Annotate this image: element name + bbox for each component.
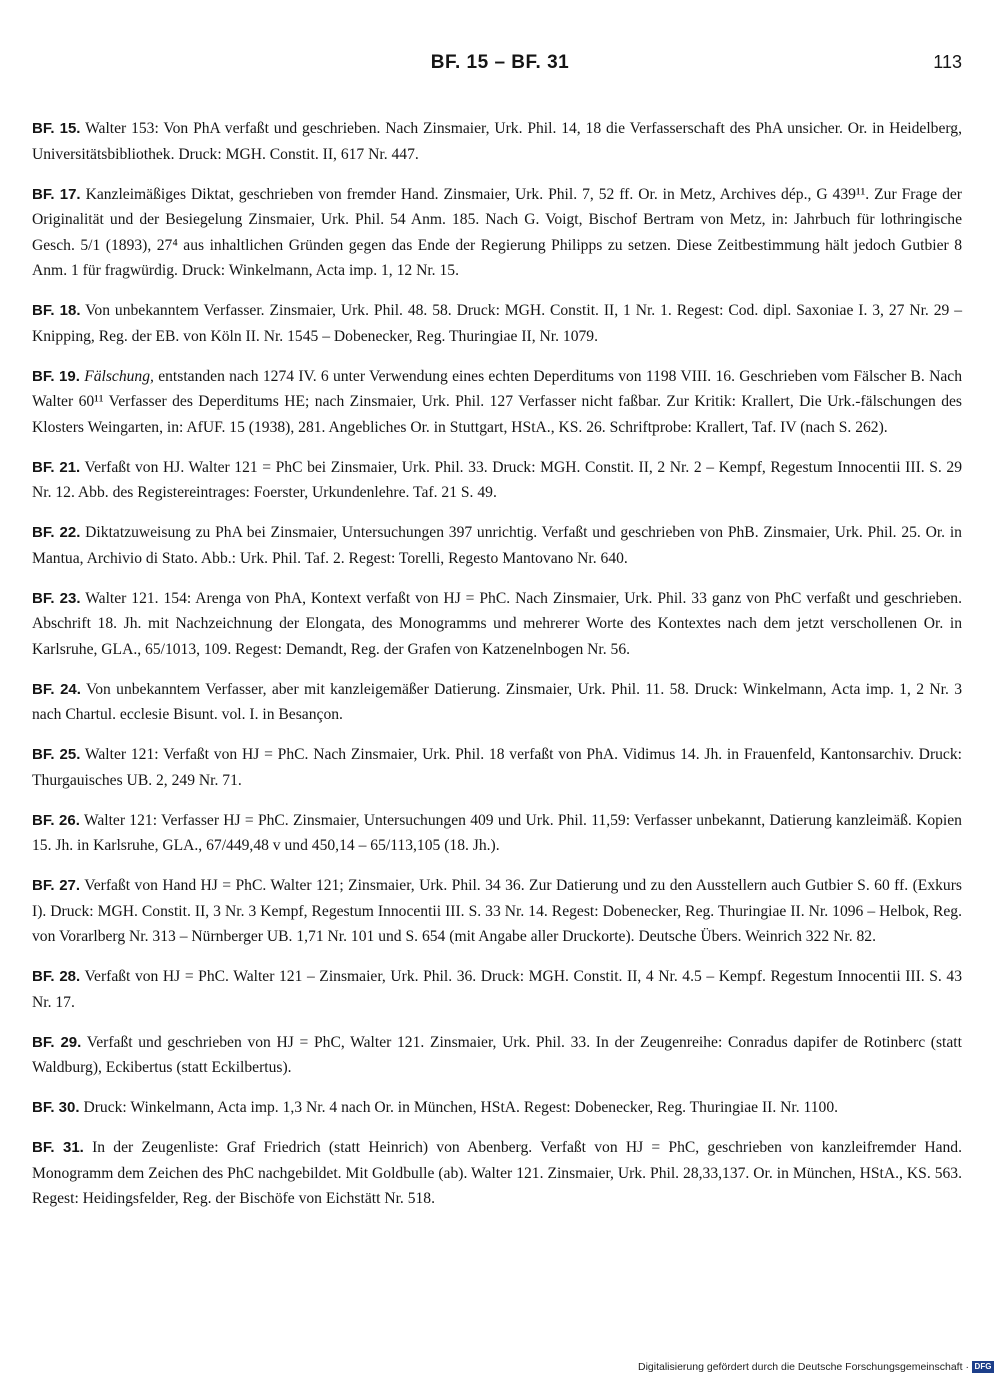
entry-id: BF. 18. bbox=[32, 302, 81, 319]
entry-id: BF. 27. bbox=[32, 877, 81, 894]
entry-id: BF. 30. bbox=[32, 1099, 80, 1116]
entry-id: BF. 15. bbox=[32, 120, 81, 137]
entry-id: BF. 29. bbox=[32, 1033, 82, 1051]
entry-text: In der Zeugenliste: Graf Friedrich (statt Heinrich) von Abenberg. Verfaßt von HJ = PhC, geschrieben von kanzleifremder Hand. Monogramm dem Zeichen des PhC nachgebildet. Mit Goldbulle (ab). Walter 121. Zinsmaier, Urk. Phil. 28,33,137. Or. in München, HStA., KS. 563. Regest: Heidingsfelder, Reg. der Bischöfe von Eichstätt Nr. 518. bbox=[32, 1139, 962, 1207]
entry-text: Verfaßt von Hand HJ = PhC. Walter 121; Zinsmaier, Urk. Phil. 34 36. Zur Datierung und zu den Ausstellern auch Gutbier S. 60 ff. (Exkurs I). Druck: MGH. Constit. II, 3 Nr. 3 Kempf, Regestum Innocentii III. S. 33 Nr. 14. Regest: Dobenecker, Reg. Thuringiae II. Nr. 1096 – Helbok, Reg. von Vorarlberg Nr. 313 – Nürnberger UB. 1,71 Nr. 101 und S. 654 (mit Angabe aller Druckorte). Deutsche Übers. Weinrich 322 Nr. 82. bbox=[32, 877, 962, 945]
entry-text: Verfaßt von HJ = PhC. Walter 121 – Zinsmaier, Urk. Phil. 36. Druck: MGH. Constit. II, 4 Nr. 4.5 – Kempf. Regestum Innocentii III. S. 43 Nr. 17. bbox=[32, 968, 962, 1011]
dfg-logo-icon: DFG bbox=[972, 1361, 994, 1373]
running-title: BF. 15 – BF. 31 bbox=[430, 52, 570, 73]
entry-bf-21 bbox=[32, 455, 962, 506]
entries-list bbox=[32, 116, 962, 1226]
entry-id: BF. 22. bbox=[32, 524, 81, 541]
entry-bf-23 bbox=[32, 586, 962, 663]
entry-bf-15 bbox=[32, 116, 962, 167]
footer-credit: Digitalisierung gefördert durch die Deutsche Forschungsgemeinschaft bbox=[637, 1361, 963, 1373]
entry-bf-18 bbox=[32, 298, 962, 349]
entry-bf-30 bbox=[32, 1095, 962, 1121]
entry-text: entstanden nach 1274 IV. 6 unter Verwendung eines echten Deperditums von 1198 VIII. 16. Geschrieben vom Fälscher B. Nach Walter 60¹¹ Verfasser des Deperditums HE; nach Zinsmaier, Urk. Phil. 127 Verfasser nicht faßbar. Zur Kritik: Krallert, Die Urk.-fälschungen des Klosters Weingarten, in: AfUF. 15 (1938), 281. Angebliches Or. in Stuttgart, HStA., KS. 26. Schriftprobe: Krallert, Taf. IV (nach S. 262). bbox=[32, 367, 962, 436]
entry-bf-22 bbox=[32, 520, 962, 571]
entry-id: BF. 31. bbox=[32, 1139, 84, 1156]
entry-text: Walter 121: Verfaßt von HJ = PhC. Nach Zinsmaier, Urk. Phil. 18 verfaßt von PhA. Vidimus 14. Jh. in Frauenfeld, Kantonsarchiv. Druck: Thurgauisches UB. 2, 249 Nr. 71. bbox=[32, 746, 962, 789]
entry-text: Druck: Winkelmann, Acta imp. 1,3 Nr. 4 nach Or. in München, HStA. Regest: Dobenecker, Reg. Thuringiae II. Nr. 1100. bbox=[83, 1099, 839, 1116]
entry-id: BF. 28. bbox=[32, 968, 81, 985]
entry-text: Walter 121: Verfasser HJ = PhC. Zinsmaier, Untersuchungen 409 und Urk. Phil. 11,59: Verfasser unbekannt, Datierung kanzleimäß. Kopien 15. Jh. in Karlsruhe, GLA., 67/449,48 v und 450,14 – 65/113,105 (18. Jh.). bbox=[32, 811, 962, 854]
entry-text: Von unbekanntem Verfasser, aber mit kanzleigemäßer Datierung. Zinsmaier, Urk. Phil. 11. 58. Druck: Winkelmann, Acta imp. 1, 2 Nr. 3 nach Chartul. ecclesie Bisunt. vol. I. in Besançon. bbox=[32, 680, 962, 723]
entry-text: Walter 153: Von PhA verfaßt und geschrieben. Nach Zinsmaier, Urk. Phil. 14, 18 die Verfasserschaft des PhA unsicher. Or. in Heidelberg, Universitätsbibliothek. Druck: MGH. Constit. II, 617 Nr. 447. bbox=[32, 120, 962, 163]
entry-id: BF. 26. bbox=[32, 811, 80, 829]
entry-text: Walter 121. 154: Arenga von PhA, Kontext verfaßt von HJ = PhC. Nach Zinsmaier, Urk. Phil. 33 ganz von PhC verfaßt und geschrieben. Abschrift 18. Jh. mit Nachzeichnung der Elongata, des Monogramms und mehrerer Worte des Kontextes nach dem jetzt verschollenen Or. in Karlsruhe, GLA., 65/1013, 109. Regest: Demandt, Reg. der Grafen von Katzenelnbogen Nr. 56. bbox=[32, 589, 962, 658]
entry-bf-29 bbox=[32, 1030, 962, 1081]
page-header bbox=[0, 52, 1000, 82]
entry-id: BF. 25. bbox=[32, 746, 81, 763]
entry-bf-26 bbox=[32, 808, 962, 859]
entry-emphasis: Fälschung, bbox=[84, 367, 154, 385]
page-number: 113 bbox=[933, 52, 962, 72]
entry-text: Verfaßt von HJ. Walter 121 = PhC bei Zinsmaier, Urk. Phil. 33. Druck: MGH. Constit. II, 2 Nr. 2 – Kempf, Regestum Innocentii III. S. 29 Nr. 12. Abb. des Registereintrages: Foerster, Urkundenlehre. Taf. 21 S. 49. bbox=[32, 458, 962, 501]
entry-bf-31 bbox=[32, 1135, 962, 1212]
entry-bf-25 bbox=[32, 742, 962, 793]
entry-bf-19 bbox=[32, 364, 962, 441]
entry-text: Verfaßt und geschrieben von HJ = PhC, Walter 121. Zinsmaier, Urk. Phil. 33. In der Zeugenreihe: Conradus dapifer de Rotinberc (statt Waldburg), Eckibertus (statt Eckilbertus). bbox=[32, 1033, 962, 1076]
entry-text: Von unbekanntem Verfasser. Zinsmaier, Urk. Phil. 48. 58. Druck: MGH. Constit. II, 1 Nr. 1. Regest: Cod. dipl. Saxoniae I. 3, 27 Nr. 29 – Knipping, Reg. der EB. von Köln II. Nr. 1545 – Dobenecker, Reg. Thuringiae II, Nr. 1079. bbox=[32, 302, 963, 345]
entry-bf-27 bbox=[32, 873, 962, 950]
entry-id: BF. 17. bbox=[32, 185, 81, 203]
entry-id: BF. 24. bbox=[32, 680, 81, 698]
entry-text: Kanzleimäßiges Diktat, geschrieben von fremder Hand. Zinsmaier, Urk. Phil. 7, 52 ff. Or. in Metz, Archives dép., G 439¹¹. Zur Frage der Originalität und der Besiegelung Zinsmaier, Urk. Phil. 54 Anm. 185. Nach G. Voigt, Bischof Bertram von Metz, in: Jahrbuch für lothringische Gesch. 5/1 (1893), 27⁴ aus inhaltlichen Gründen gegen das Ende der Regierung Philipps zu setzen. Diese Zeitbestimmung hält jedoch Gutbier 8 Anm. 1 für fragwürdig. Druck: Winkelmann, Acta imp. 1, 12 Nr. 15. bbox=[32, 185, 962, 279]
entry-text: Diktatzuweisung zu PhA bei Zinsmaier, Untersuchungen 397 unrichtig. Verfaßt und geschrieben von PhB. Zinsmaier, Urk. Phil. 25. Or. in Mantua, Archivio di Stato. Abb.: Urk. Phil. Taf. 2. Regest: Torelli, Regesto Mantovano Nr. 640. bbox=[32, 524, 962, 567]
entry-id: BF. 21. bbox=[32, 458, 81, 476]
entry-id: BF. 19. bbox=[32, 367, 80, 385]
entry-id: BF. 23. bbox=[32, 589, 81, 607]
entry-bf-17 bbox=[32, 182, 962, 284]
entry-bf-28 bbox=[32, 964, 962, 1015]
digitization-footer: Digitalisierung gefördert durch die Deutsche Forschungsgemeinschaft · DFG bbox=[638, 1361, 994, 1373]
entry-bf-24 bbox=[32, 677, 962, 728]
